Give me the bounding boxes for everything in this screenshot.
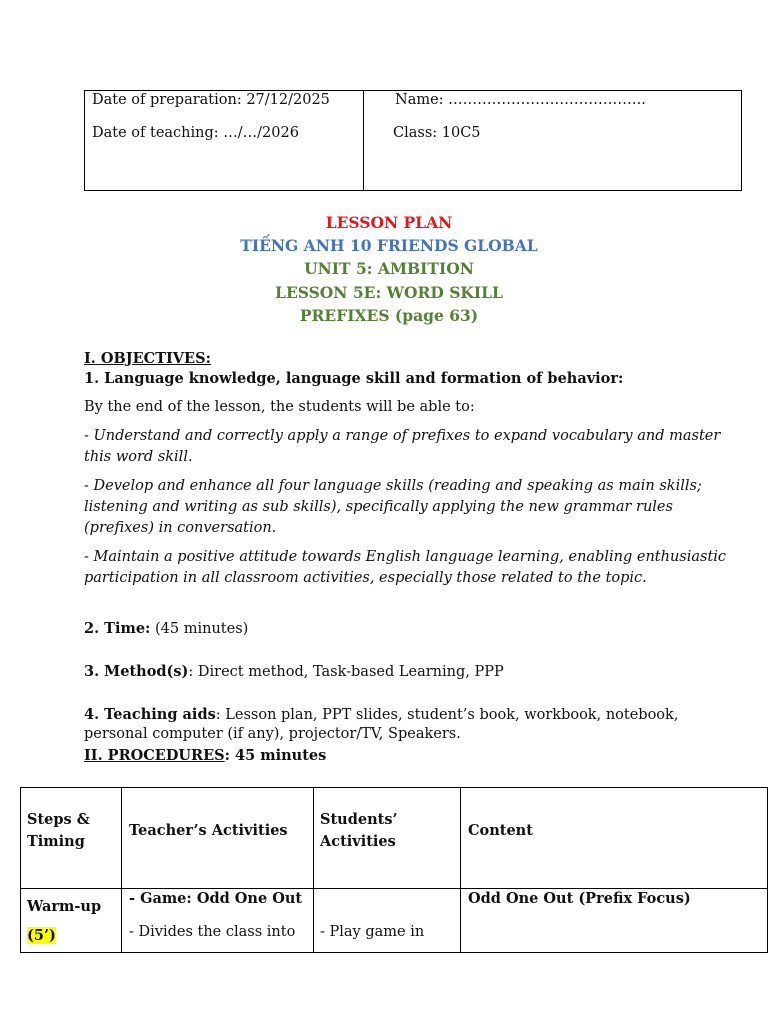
course-title: TIẾNG ANH 10 FRIENDS GLOBAL bbox=[240, 236, 538, 255]
procedures-value: : 45 minutes bbox=[224, 747, 327, 764]
time-value: (45 minutes) bbox=[150, 621, 249, 637]
header-steps-cell bbox=[21, 788, 122, 889]
header-steps-line-1: Steps & bbox=[27, 811, 90, 828]
method-value: : Direct method, Task-based Learning, PPP bbox=[188, 664, 504, 680]
header-left-cell bbox=[85, 91, 364, 191]
warmup-teacher-line-1: - Game: Odd One Out bbox=[129, 890, 303, 907]
objective-2-line-3: (prefixes) in conversation. bbox=[84, 520, 277, 536]
lesson-plan-title: LESSON PLAN bbox=[325, 213, 453, 232]
method-label: 3. Method(s) bbox=[84, 663, 189, 680]
warmup-teacher-line-2: - Divides the class into bbox=[129, 924, 296, 940]
header-content-cell bbox=[461, 788, 768, 889]
preparation-date: Date of preparation: 27/12/2025 bbox=[92, 92, 330, 108]
time-line bbox=[84, 620, 248, 637]
warmup-content-cell bbox=[461, 889, 768, 953]
topic-title: PREFIXES (page 63) bbox=[299, 306, 479, 325]
header-content: Content bbox=[468, 822, 533, 839]
warmup-students: - Play game in bbox=[320, 924, 425, 940]
table-header-row bbox=[21, 788, 768, 889]
header-table bbox=[84, 90, 742, 191]
header-students-cell bbox=[314, 788, 461, 889]
lesson-title: LESSON 5E: WORD SKILL bbox=[275, 283, 503, 302]
objectives-intro: By the end of the lesson, the students will be able to: bbox=[84, 399, 475, 415]
procedures-label: II. PROCEDURES bbox=[84, 747, 225, 764]
warmup-step-cell bbox=[21, 889, 122, 953]
warmup-students-cell bbox=[314, 889, 461, 953]
warmup-teacher-cell bbox=[122, 889, 314, 953]
header-teacher-cell bbox=[122, 788, 314, 889]
table-row bbox=[21, 889, 768, 953]
warmup-content: Odd One Out (Prefix Focus) bbox=[468, 890, 691, 907]
teaching-date: Date of teaching: …/…/2026 bbox=[92, 125, 299, 141]
header-steps-line-2: Timing bbox=[27, 833, 85, 850]
objective-1-line-2: this word skill. bbox=[84, 449, 193, 465]
method-line bbox=[84, 663, 504, 680]
unit-title: UNIT 5: AMBITION bbox=[304, 259, 474, 278]
objective-1-line-1: - Understand and correctly apply a range of prefixes to expand vocabulary and master bbox=[84, 428, 721, 444]
teaching-aids-value: : Lesson plan, PPT slides, student’s book, workbook, notebook, bbox=[215, 707, 679, 723]
procedures-line bbox=[84, 747, 326, 764]
header-students-line-1: Students’ bbox=[320, 811, 398, 828]
objective-2-line-1: - Develop and enhance all four language skills (reading and speaking as main skills; bbox=[84, 478, 702, 494]
teaching-aids-line-2: personal computer (if any), projector/TV, Speakers. bbox=[84, 726, 461, 742]
objectives-heading: I. OBJECTIVES: bbox=[84, 350, 211, 367]
objective-3-line-1: - Maintain a positive attitude towards English language learning, enabling enthusiastic bbox=[84, 549, 727, 565]
objective-3-line-2: participation in all classroom activities, especially those related to the topic. bbox=[84, 570, 647, 586]
objective-2-line-2: listening and writing as sub skills), specifically applying the new grammar rules bbox=[84, 499, 673, 515]
teaching-aids-label: 4. Teaching aids bbox=[84, 706, 216, 723]
procedures-table bbox=[20, 787, 768, 953]
time-label: 2. Time: bbox=[84, 620, 151, 637]
header-students-line-2: Activities bbox=[320, 833, 396, 850]
header-right-cell bbox=[364, 91, 742, 191]
class-label: Class: 10C5 bbox=[393, 125, 481, 141]
header-teacher: Teacher’s Activities bbox=[129, 822, 288, 839]
warmup-step: Warm-up bbox=[27, 898, 102, 915]
warmup-timing: (5’) bbox=[27, 927, 56, 944]
objectives-subheading: 1. Language knowledge, language skill and formation of behavior: bbox=[84, 370, 624, 387]
teaching-aids-line bbox=[84, 706, 678, 723]
student-name: Name: ………………………………….. bbox=[395, 92, 646, 108]
